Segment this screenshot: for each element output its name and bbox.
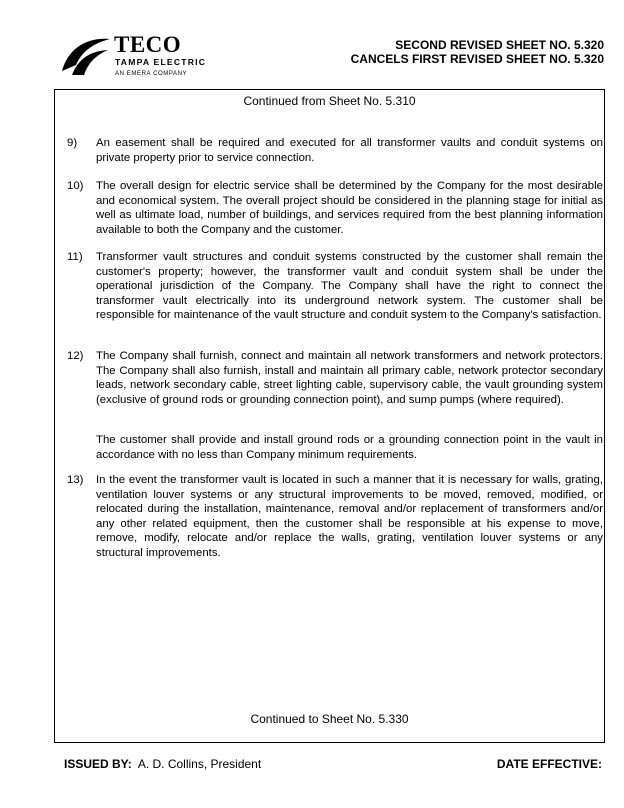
logo-brand: TECO — [114, 32, 182, 57]
item-text: The Company shall furnish, connect and maintain all network transformers and network protectors. The Company shall also furnish, install and maintain all primary cable, network protector secondary leads, network secondary cable, street lighting cable, supervisory cable, the vault grounding system (exclusive of ground rods or grounding connection point), and sump pumps (where required). — [96, 350, 603, 406]
date-effective-label: DATE EFFECTIVE: — [496, 757, 602, 771]
cancels-sheet: CANCELS FIRST REVISED SHEET NO. 5.320 — [350, 52, 604, 66]
issued-by-label: ISSUED BY: — [64, 757, 132, 771]
tariff-content-frame — [54, 89, 605, 743]
sheet-header — [351, 38, 604, 66]
item-number: 12) — [67, 350, 84, 362]
continued-to: Continued to Sheet No. 5.330 — [250, 712, 409, 726]
item-text: In the event the transformer vault is located in such a manner that it is necessary for walls, grating, ventilation louver systems or any structural improvements to be moved, removed, modified, or relocated during the installation, maintenance, removal and/or replacement of transformers and/or any other related equipment, then the customer shall be responsible at his expense to move, remove, modify, relocate and/or replace the walls, grating, ventilation louver systems or any structural improvements. — [96, 474, 603, 559]
item-text: An easement shall be required and executed for all transformer vaults and conduit systems on private property prior to service connection. — [96, 137, 603, 164]
issued-by-value: A. D. Collins, President — [137, 757, 262, 771]
issued-by — [64, 757, 261, 771]
continued-from: Continued from Sheet No. 5.310 — [243, 94, 416, 108]
teco-swoosh-icon — [60, 35, 112, 77]
logo-tagline: AN EMERA COMPANY — [115, 71, 188, 77]
item-number: 11) — [67, 251, 83, 263]
item-text: The overall design for electric service shall be determined by the Company for the most desirable and economical system. The overall project should be considered in the planning stage for initial as well as ultimate load, number of buildings, and services required from the best planning information available to both the Company and the customer. — [96, 180, 603, 236]
company-logo — [60, 33, 230, 81]
item-text: Transformer vault structures and conduit systems constructed by the customer shall remain the customer's property; however, the transformer vault and conduit system shall be under the operational jurisdiction of the Company. The Company shall have the right to connect the transformer vault electrically into its underground network system. The customer shall be responsible for maintenance of the vault structure and conduit system to the Company's satisfaction. — [96, 251, 603, 321]
item-text-continued: The customer shall provide and install ground rods or a grounding connection point in the vault in accordance with no less than Company minimum requirements. — [96, 434, 603, 461]
item-number: 13) — [67, 474, 84, 486]
item-number: 9) — [67, 137, 78, 149]
sheet-number: SECOND REVISED SHEET NO. 5.320 — [395, 38, 604, 52]
item-number: 10) — [67, 180, 84, 192]
date-effective — [497, 757, 602, 771]
logo-subtitle: TAMPA ELECTRIC — [115, 57, 207, 67]
